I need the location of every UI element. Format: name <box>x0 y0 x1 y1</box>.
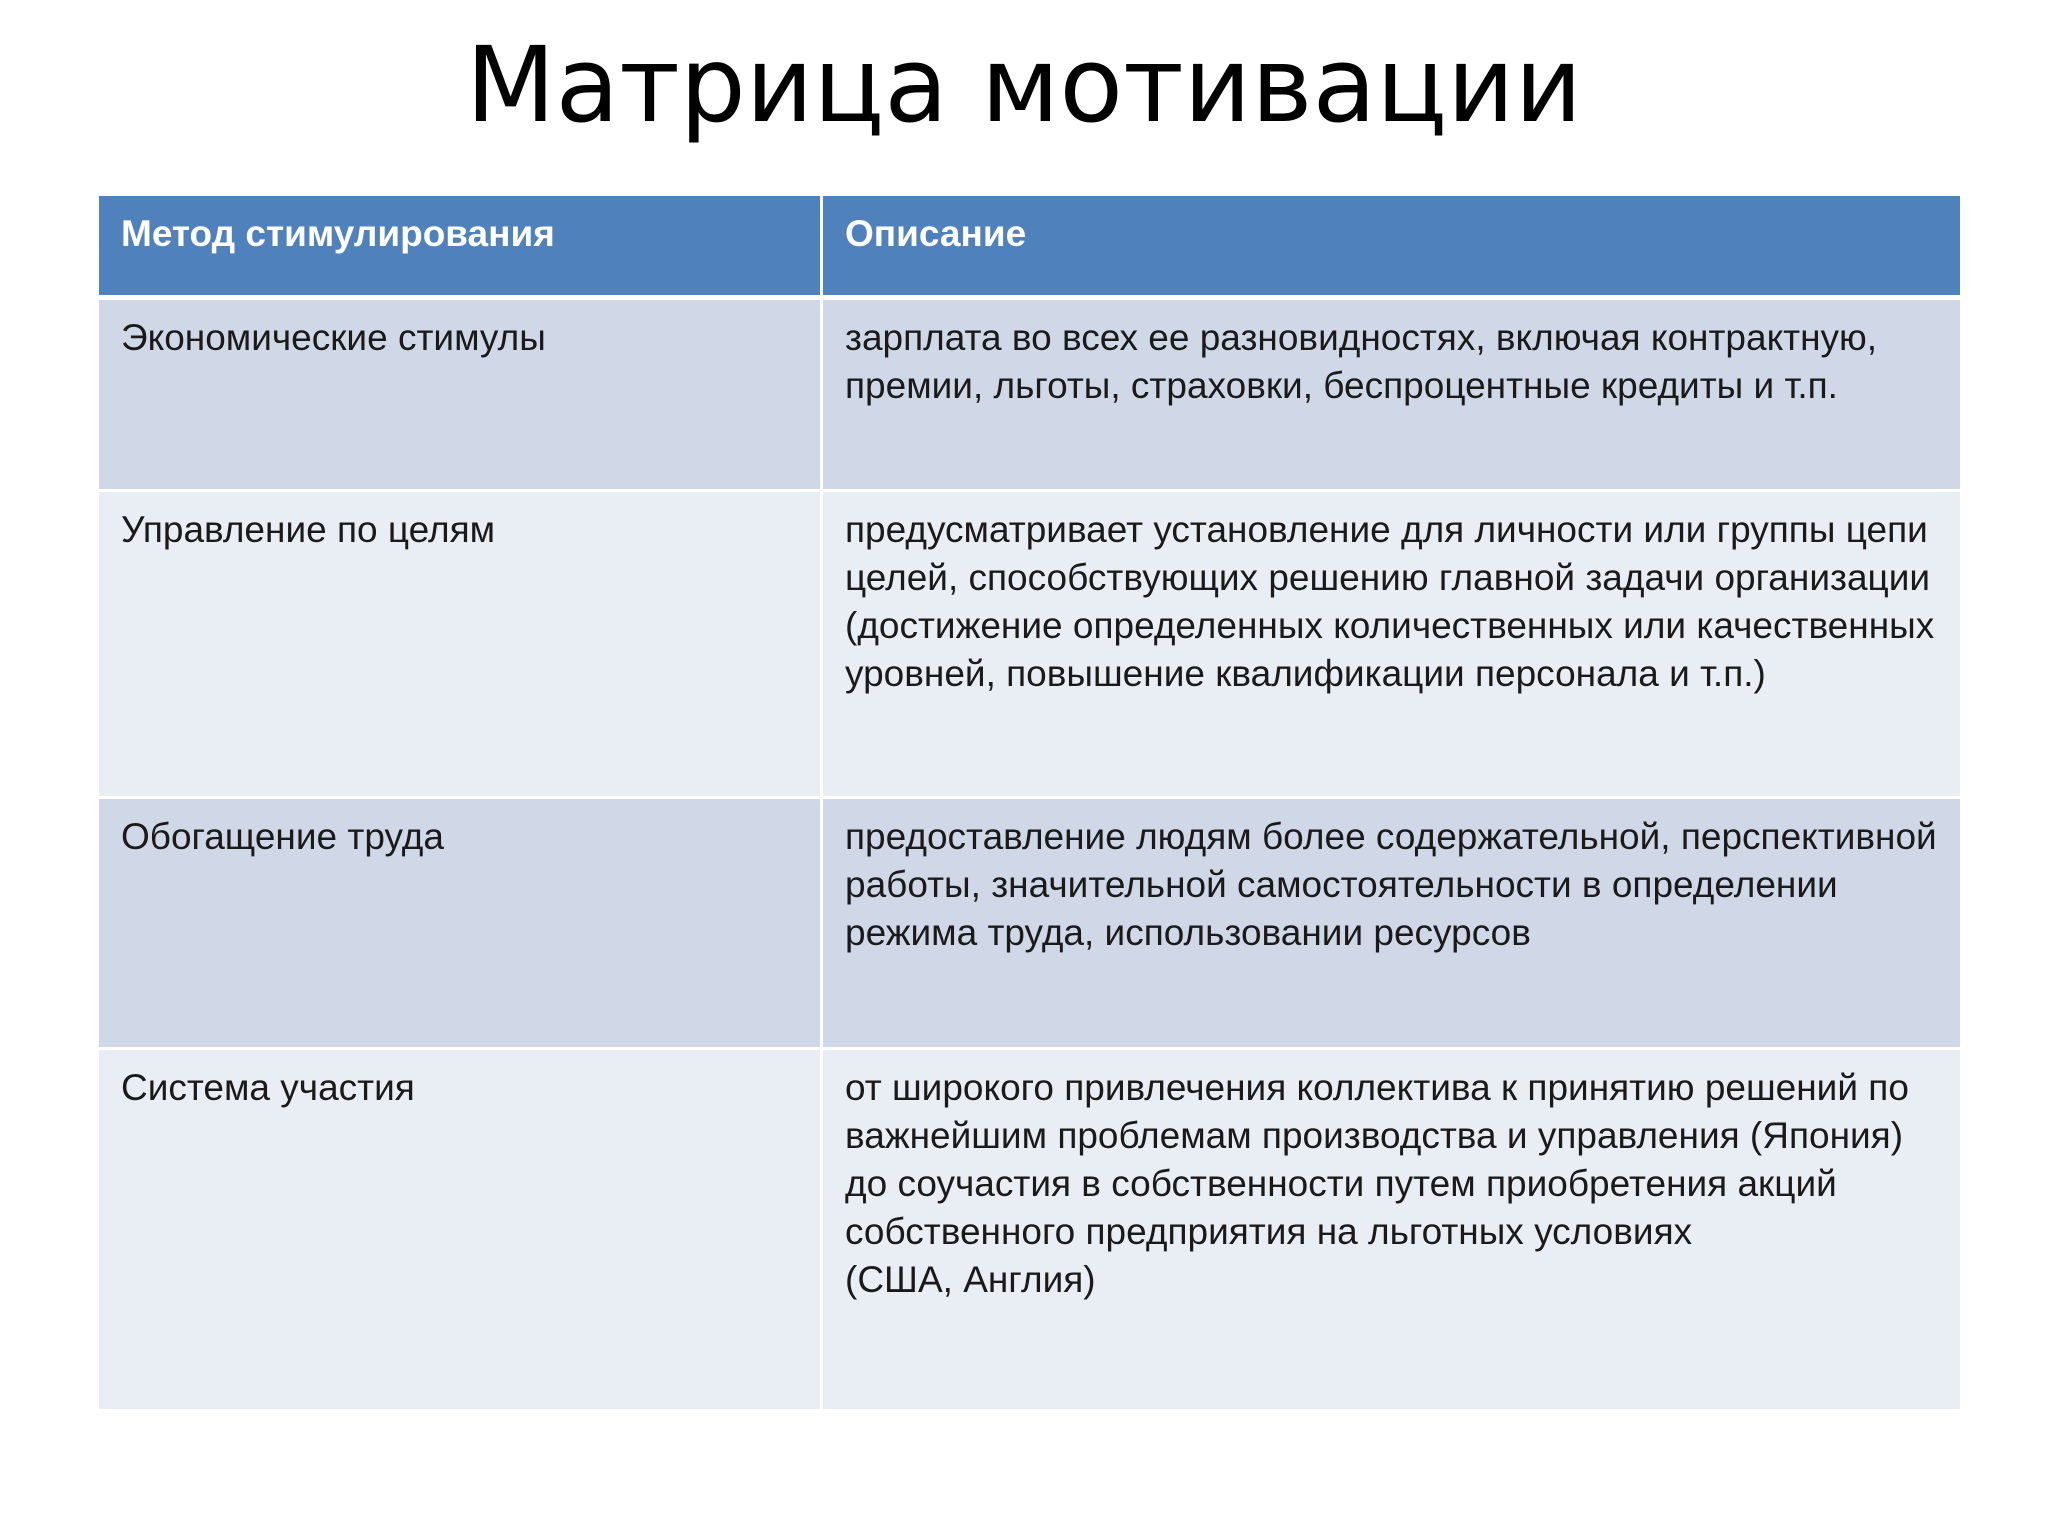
table-header-row <box>98 195 1962 298</box>
table-row <box>98 298 1962 491</box>
slide-title: Матрица мотивации <box>465 24 1583 146</box>
description-cell: зарплата во всех ее разновидностях, включая контрактную, премии, льготы, страховки, беспроцентные кредиты и т.п. <box>822 298 1962 491</box>
description-text: от широкого привлечения коллектива к принятию решений по важнейшим проблемам производства и управления (Япония) до соучастия в собственности путем приобретения акций собственного предприятия на льготных условиях <box>845 1067 1909 1252</box>
column-header-method: Метод стимулирования <box>98 195 822 298</box>
description-countries: (США, Англия) <box>845 1259 1096 1300</box>
method-cell: Управление по целям <box>98 491 822 798</box>
description-cell: предоставление людям более содержательной, перспективной работы, значительной самостоятельности в определении режима труда, использовании ресурсов <box>822 798 1962 1049</box>
description-cell: предусматривает установление для личности или группы цепи целей, способствующих решению главной задачи организации (достижение определенных количественных или качественных уровней, повышение квалификации персонала и т.п.) <box>822 491 1962 798</box>
column-header-description: Описание <box>822 195 1962 298</box>
method-cell: Экономические стимулы <box>98 298 822 491</box>
method-cell: Обогащение труда <box>98 798 822 1049</box>
description-cell <box>822 1049 1962 1411</box>
table-row <box>98 798 1962 1049</box>
method-cell: Система участия <box>98 1049 822 1411</box>
table-row <box>98 1049 1962 1411</box>
motivation-matrix-table <box>96 193 1963 1412</box>
table-row <box>98 491 1962 798</box>
